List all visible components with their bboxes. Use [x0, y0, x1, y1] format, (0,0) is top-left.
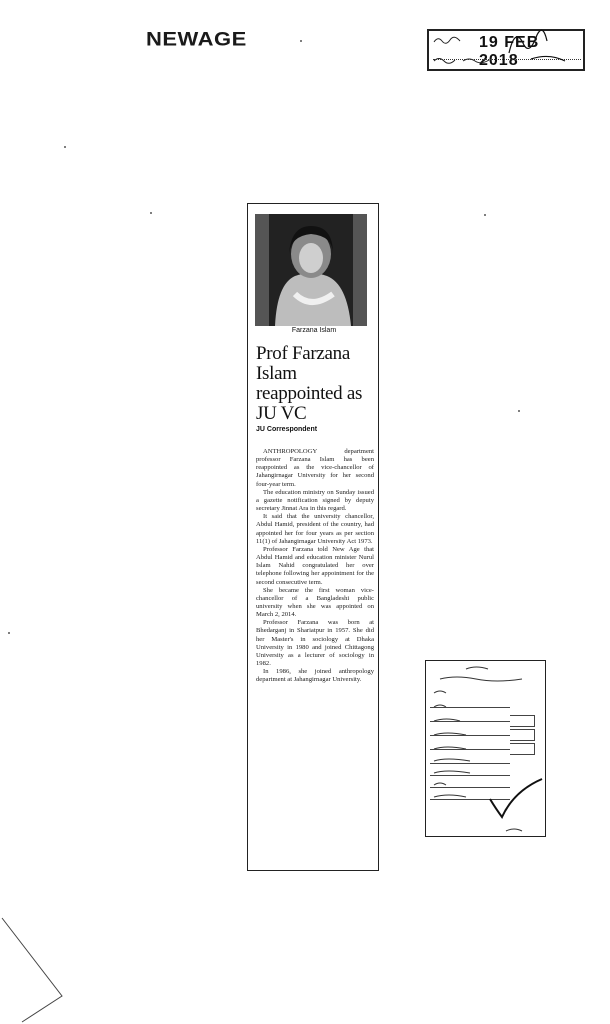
slip-box: [510, 743, 535, 755]
slip-box: [510, 715, 535, 727]
stamp-label-squiggle-2: [433, 55, 493, 67]
scan-speck: [8, 632, 10, 634]
slip-line: [430, 753, 510, 764]
portrait-photo: [255, 214, 367, 326]
article-byline: JU Correspondent: [256, 426, 318, 433]
slip-line: [430, 711, 510, 722]
slip-box: [510, 729, 535, 741]
article-paragraph: Professor Farzana was born at Bhedarganj in Shariatpur in 1957. She did her Master's in sociology at Dhaka University in 1980 and joined Chittagong University as a lecturer of sociology in 1982.: [256, 619, 374, 668]
scan-speck: [150, 212, 152, 214]
scan-edge-mark: [0, 900, 70, 1024]
checkmark-icon: [486, 765, 546, 825]
scan-speck: [64, 146, 66, 148]
stamp-date: 19 FEB 2018: [479, 34, 540, 69]
newspaper-masthead: NEWAGE: [146, 27, 247, 50]
scan-speck: [518, 410, 520, 412]
newspaper-clipping: [247, 203, 379, 871]
routing-slip: [425, 660, 546, 837]
article-paragraph: The education ministry on Sunday issued a gazette notification signed by deputy secretary Jinnat Ara in this regard.: [256, 488, 374, 513]
article-paragraph: ANTHROPOLOGY department professor Farzana Islam has been reappointed as the vice-chancellor of Jahangirnagar University for her second four-year term.: [256, 448, 374, 488]
date-stamp: [427, 29, 585, 71]
photo-caption: Farzana Islam: [291, 327, 337, 334]
article-headline: Prof Farzana Islam reappointed as JU VC: [256, 343, 363, 424]
article-paragraph: It said that the university chancellor, Abdul Hamid, president of the country, had appointed her for four years as per section 11(1) of Jahangirnagar University Act 1973.: [256, 513, 374, 545]
slip-line: [430, 697, 510, 708]
article-paragraph: She became the first woman vice-chancellor of a Bangladeshi public university when she was appointed on March 2, 2014.: [256, 586, 374, 619]
scan-speck: [300, 40, 302, 42]
signature-scribble: [501, 23, 571, 71]
stamp-label-squiggle: [433, 35, 463, 48]
scan-speck: [484, 214, 486, 216]
slip-line: [430, 739, 510, 750]
article-paragraph: Professor Farzana told New Age that Abdul Hamid and education minister Nurul Islam Nahid congratulated her over telephone following her appointment for the second consecutive term.: [256, 545, 374, 586]
article-paragraph: In 1986, she joined anthropology department at Jahangirnagar University.: [256, 668, 374, 684]
article-body: [256, 448, 374, 685]
slip-line: [430, 725, 510, 736]
